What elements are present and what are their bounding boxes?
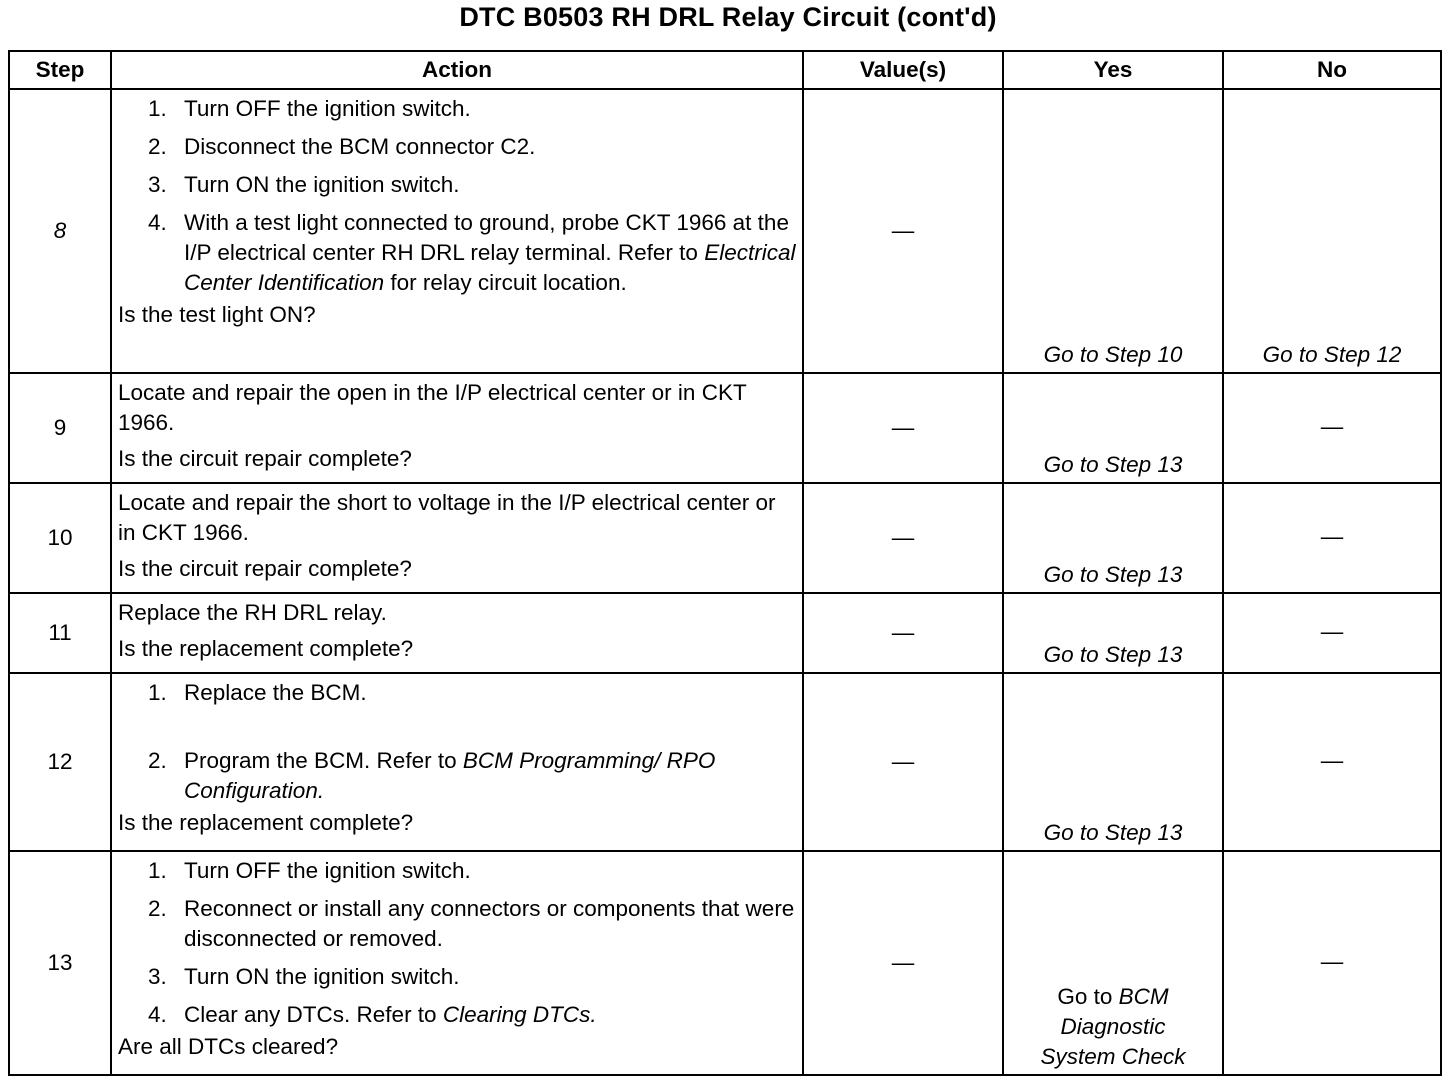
yes-cell: Go to Step 13 — [1003, 483, 1223, 593]
question-text: Is the replacement complete? — [118, 810, 414, 835]
reference-link: BCM Programming/ RPO Configuration. — [184, 748, 716, 803]
question-text: Is the replacement complete? — [118, 636, 414, 661]
value-cell: — — [803, 673, 1003, 851]
no-cell: Go to Step 12 — [1223, 89, 1441, 373]
step-number: 11 — [9, 593, 111, 673]
yes-cell: Go to Step 13 — [1003, 373, 1223, 483]
yes-cell: Go to Step 10 — [1003, 89, 1223, 373]
question-text: Is the test light ON? — [118, 302, 316, 327]
step-number: 8 — [9, 89, 111, 373]
no-cell: — — [1223, 593, 1441, 673]
question-text: Is the circuit repair complete? — [118, 556, 412, 581]
list-item: 2. Disconnect the BCM connector C2. — [148, 134, 536, 159]
question-text: Are all DTCs cleared? — [118, 1034, 339, 1059]
action-cell — [111, 89, 803, 373]
value-cell: — — [803, 89, 1003, 373]
table-row — [9, 483, 1441, 593]
table-row — [9, 851, 1441, 1075]
list-item: 1. Turn OFF the ignition switch. — [148, 96, 471, 121]
reference-link: BCM Diagnostic System Check — [1040, 984, 1186, 1069]
list-item: 1. Replace the BCM. — [148, 680, 367, 705]
no-cell: — — [1223, 373, 1441, 483]
header-yes: Yes — [1003, 51, 1223, 89]
header-values: Value(s) — [803, 51, 1003, 89]
yes-cell: Go to BCM Diagnostic System Check — [1003, 851, 1223, 1075]
table-row — [9, 373, 1441, 483]
list-item: 4. Clear any DTCs. Refer to Clearing DTCs. — [148, 1002, 597, 1027]
question-text: Is the circuit repair complete? — [118, 446, 412, 471]
diagnostic-table — [8, 50, 1442, 1076]
yes-cell: Go to Step 13 — [1003, 593, 1223, 673]
value-cell: — — [803, 483, 1003, 593]
value-cell: — — [803, 593, 1003, 673]
list-item: 1. Turn OFF the ignition switch. — [148, 858, 471, 883]
action-cell — [111, 373, 803, 483]
list-item: 2. Program the BCM. Refer to BCM Programming/ RPO Configuration. — [148, 748, 716, 803]
step-number: 12 — [9, 673, 111, 851]
no-cell: — — [1223, 483, 1441, 593]
header-step: Step — [9, 51, 111, 89]
step-number: 13 — [9, 851, 111, 1075]
action-cell — [111, 593, 803, 673]
header-no: No — [1223, 51, 1441, 89]
value-cell: — — [803, 851, 1003, 1075]
table-row — [9, 89, 1441, 373]
yes-cell: Go to Step 13 — [1003, 673, 1223, 851]
reference-link: Clearing DTCs. — [442, 1002, 597, 1027]
step-number: 9 — [9, 373, 111, 483]
step-number: 10 — [9, 483, 111, 593]
action-text: Locate and repair the short to voltage in the I/P electrical center or in CKT 1966. — [118, 490, 776, 545]
action-text: Locate and repair the open in the I/P electrical center or in CKT 1966. — [118, 380, 747, 435]
value-cell: — — [803, 373, 1003, 483]
header-row — [9, 51, 1441, 89]
page-title: DTC B0503 RH DRL Relay Circuit (cont'd) — [459, 2, 997, 32]
header-action: Action — [111, 51, 803, 89]
action-cell — [111, 483, 803, 593]
action-cell — [111, 851, 803, 1075]
list-item: 3. Turn ON the ignition switch. — [148, 964, 460, 989]
action-cell — [111, 673, 803, 851]
list-item: 4. With a test light connected to ground, probe CKT 1966 at the I/P electrical center RH DRL relay terminal. Refer to Electrical Center Identification for relay circuit location. — [148, 210, 796, 295]
list-item: 2. Reconnect or install any connectors or components that were disconnected or removed. — [148, 896, 795, 951]
action-text: Replace the RH DRL relay. — [118, 600, 387, 625]
table-row — [9, 673, 1441, 851]
list-item: 3. Turn ON the ignition switch. — [148, 172, 460, 197]
no-cell: — — [1223, 851, 1441, 1075]
table-row — [9, 593, 1441, 673]
reference-link: Electrical Center Identification — [184, 240, 796, 295]
no-cell: — — [1223, 673, 1441, 851]
